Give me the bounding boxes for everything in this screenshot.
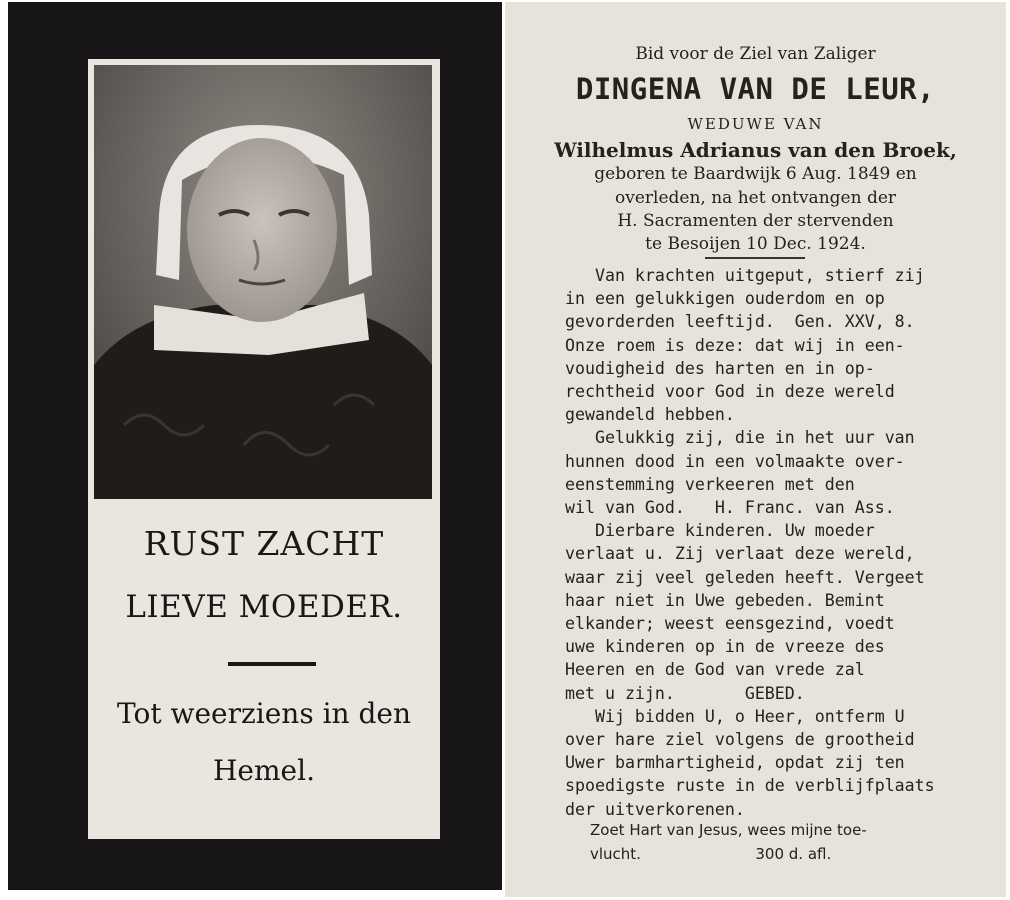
memorial-body-text: Van krachten uitgeput, stierf zij in een gelukkigen ouderdom en op gevorderden leeftijd. Gen. XXV, 8. Onze roem is deze: dat wij in een- voudigheid des harten en in op- rechtheid voor God in deze wereld gewandeld hebben. Gelukkig zij, die in het uur van hunnen dood in een volmaakte over- eenstemming verkeeren met den wil van God. H. Franc. van Ass. Dierbare kinderen. Uw moeder verlaat u. Zij verlaat deze wereld, waar zij veel geleden heeft. Vergeet haar niet in Uwe gebeden. Bemint elkander; weest eensgezind, voedt uwe kinderen op in de vreeze des Heeren en de God van vrede zal met u zijn. GEBED. Wij bidden U, o Heer, ontferm U over hare ziel volgens de grootheid Uwer barmhartigheid, opdat zij ten spoedigste ruste in de verblijfplaats der uitverkorenen. [565,266,935,819]
birth-line-4: te Besoijen 10 Dec. 1924. [645,234,866,254]
separator-rule [705,257,805,259]
birth-line-1: geboren te Baardwijk 6 Aug. 1849 en [594,164,917,184]
memorial-card-back [505,2,1006,897]
deceased-name: DINGENA VAN DE LEUR, [575,72,936,106]
lieve-moeder-heading: LIEVE MOEDER. [125,589,403,625]
farewell-line-2: Hemel. [213,754,315,787]
card-front-panel [88,59,440,839]
husband-name: Wilhelmus Adrianus van den Broek, [554,138,957,162]
portrait-photo [94,65,432,499]
birth-line-3: H. Sacramenten der stervenden [617,211,894,231]
birth-line-2: overleden, na het ontvangen der [614,188,897,208]
rest-zacht-heading: RUST ZACHT [143,524,385,563]
divider-rule [228,662,316,666]
widow-of-label: WEDUWE VAN [687,115,824,133]
prayer-request-header: Bid voor de Ziel van Zaliger [635,44,876,64]
farewell-line-1: Tot weerziens in den [117,697,411,730]
portrait-illustration [94,65,432,499]
memorial-footer: Zoet Hart van Jesus, wees mijne toe- vlucht. 300 d. afl. [590,821,867,863]
memorial-card-front [8,2,502,890]
